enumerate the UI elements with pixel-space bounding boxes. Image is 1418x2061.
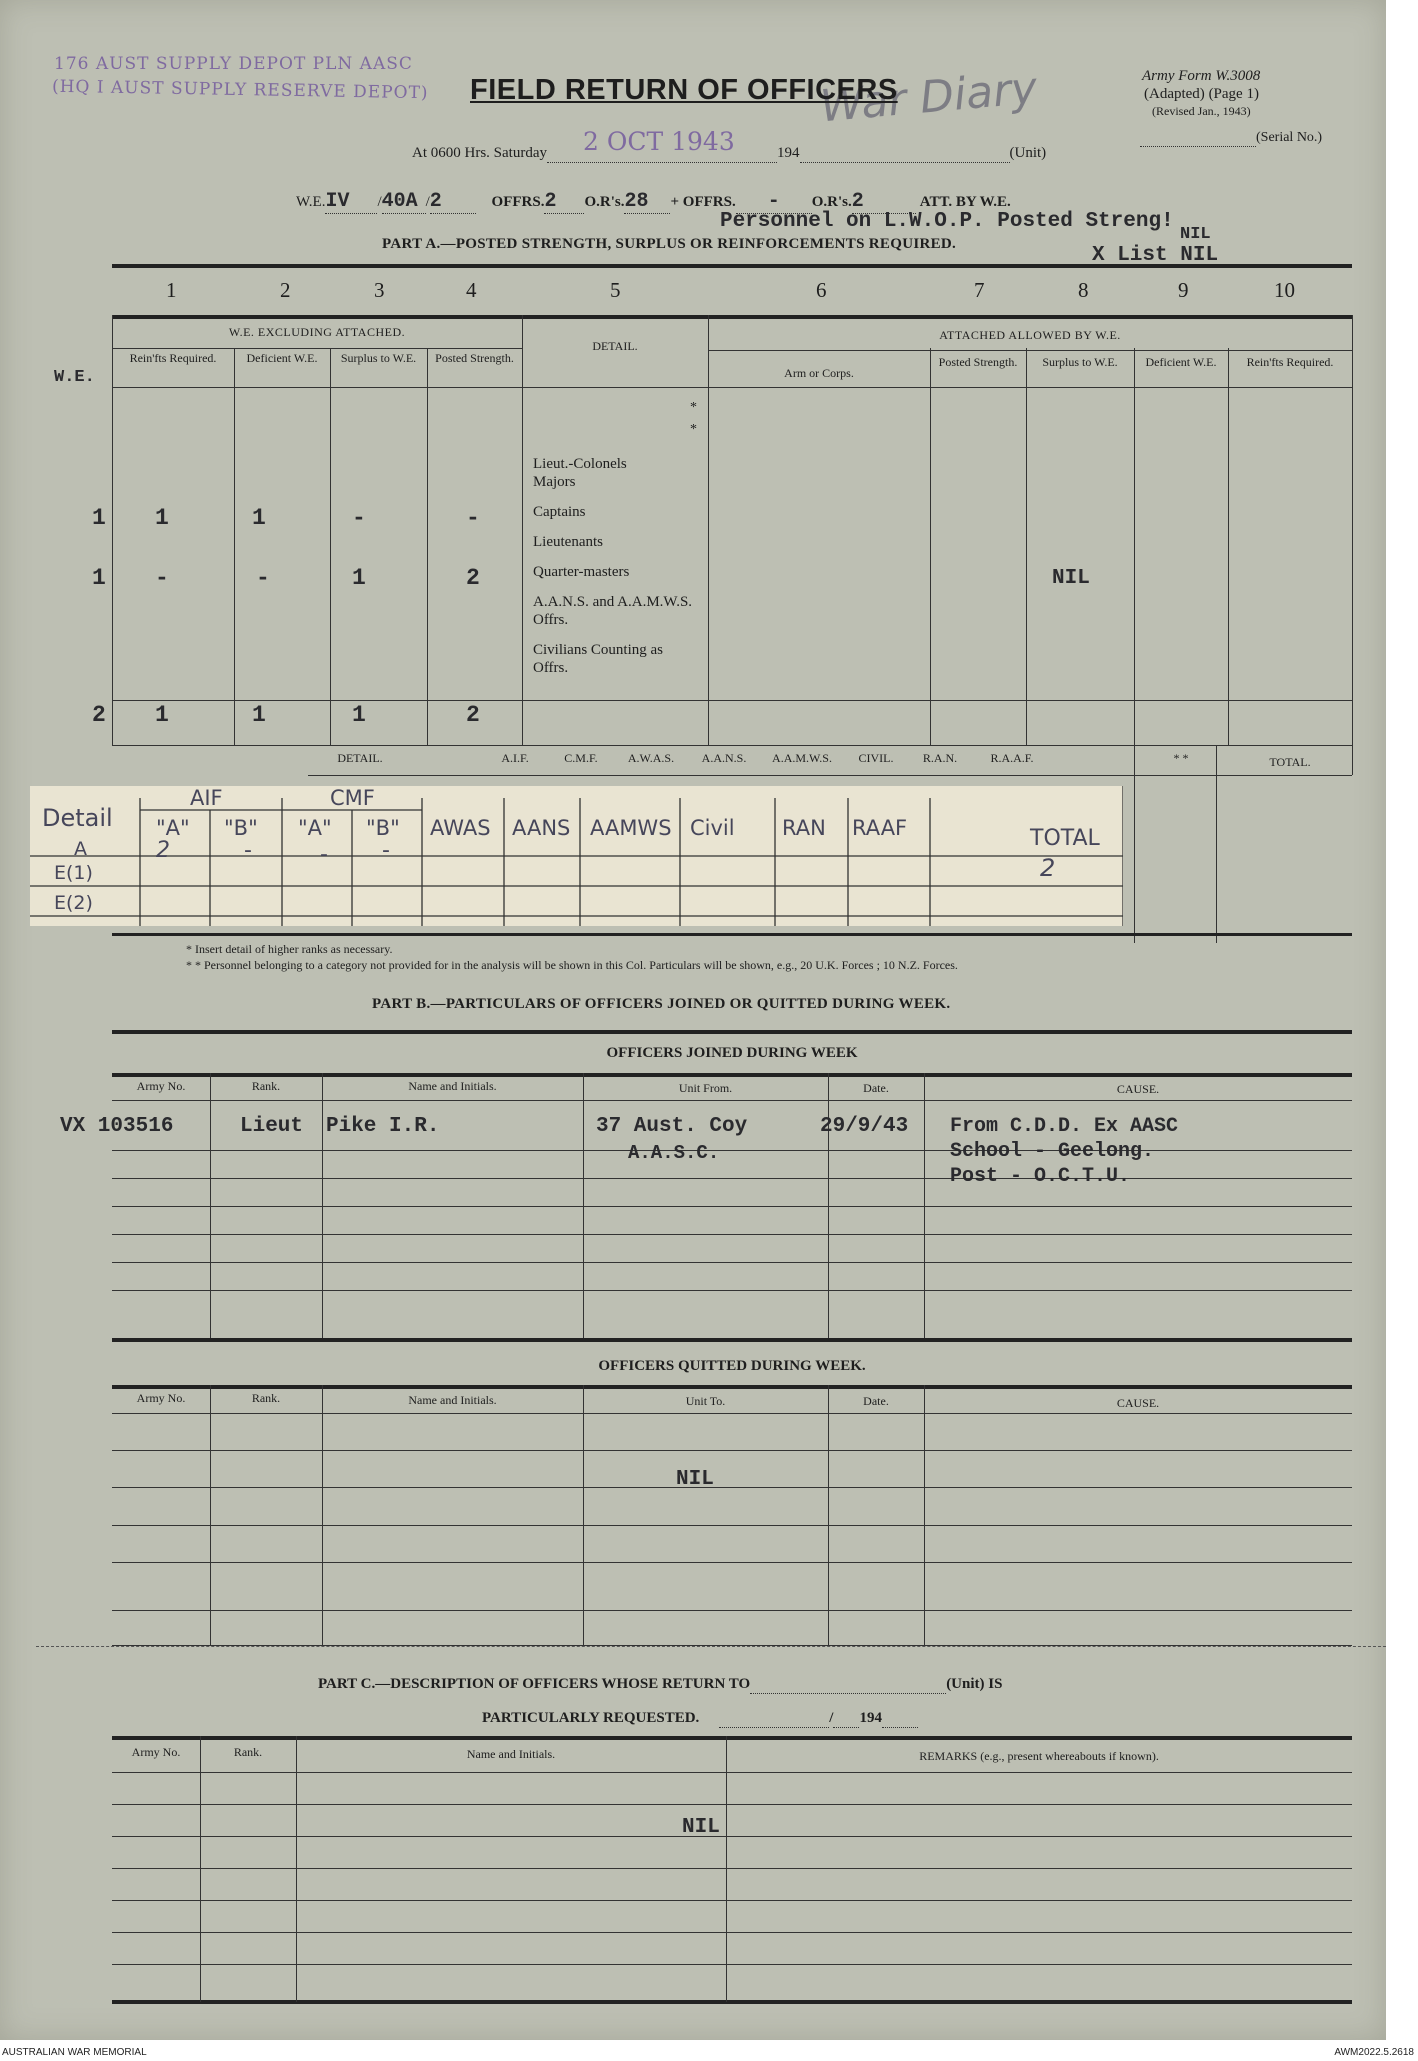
total-surplus: 1	[352, 702, 366, 728]
slip-cmf-label: CMF	[330, 786, 375, 810]
quitted-title: OFFICERS QUITTED DURING WEEK.	[598, 1358, 866, 1374]
part-c-nil: NIL	[682, 1816, 720, 1839]
total-deficient: 1	[252, 702, 266, 728]
attached-nil: NIL	[1052, 567, 1090, 590]
joined-cause-line1: From C.D.D. Ex AASC	[950, 1115, 1179, 1138]
revised-label: (Revised Jan., 1943)	[1152, 104, 1251, 118]
joined-rank: Lieut	[240, 1115, 304, 1138]
attached-header: ATTACHED ALLOWED BY W.E.	[939, 328, 1121, 342]
joined-unit-line2: A.A.S.C.	[628, 1142, 720, 1164]
part-c-year-prefix: 194	[859, 1710, 882, 1726]
slip-row-e1: E(1)	[54, 862, 93, 884]
ors2-value: 2	[852, 190, 916, 214]
form-sheet: 176 AUST SUPPLY DEPOT PLN AASC (HQ I AUST SUPPLY RESERVE DEPOT) War Diary FIELD RETURN OF OFFICERS Army Form W.3008 (Adapted) (Page 1) (Revised Jan., 1943) (Serial No.) At 0600 Hrs. Saturday 2 OCT 1943 194 (Unit) W.E.IV /40A /2 OFFRS.2 O.R's.28 + OFFRS. - O.R's.2 ATT. BY W.E. Personnel on L.W.O.P. Posted Streng! NIL X List NIL PART A.—POSTED STRENGTH, SURPLUS OR REINFORCEMENTS REQUIRED. 1 2 3 4 5 6 7 8 9 10 W.E. EXCLUDING ATTACHED. ATTACHED ALLOWED BY W.E. DETAIL. W.E. Rein'fts Required. Deficient W.E. Surplus to W.E. Posted Strength. Arm or Corps. Posted Strength. Surplus to W.E. Deficient W.E. Rein'fts Required. * * Lieut.-Colonels Majors Captains Lieutenants Quarter-masters A.A.N.S. and A.A.M.W.S. Offrs. Civilians Counting as Offrs. 1 1 1 - - 1 - - 1 2 NIL 2 1 1 1 2 DETAIL. A.I.F. C.M.F. A.W.A.S. A.A.N.S. A.A.M.W.S. CIVIL. R.A.N. R.A.A.F. * * TOTAL. Detail AIF CMF "A" "B" "A" "B" AWAS AANS AAMWS Civil RAN RAAF TOTAL A E(1) E(2) 2 - - - 2 * Insert detail of higher ranks as necessary. * * Personnel belonging to a category not provided for in the analysis will be shown in this Col. Particulars will be shown, e.g., 20 U.K. Forces ; 10 N.Z. Forces. PART B.—PARTICULARS OF OFFICERS JOINED OR QUITTED DURING WEEK. OFFICERS JOINED DURING WEEK Army No. Rank. Name and Initials. Unit From. Date. CAUSE. VX 103516 Lieut Pike I.R. 37 Aust. Coy A.A.S.C. 29/9/43 From C.D.D. Ex AASC School - Geelong. Post - O.C.T.U. OFFICERS QUITTED DURING WEEK. Army No. Rank. Name and Initials. Unit To. Date. CAUSE. NIL PART C.—DESCRIPTION OF OFFICERS WHOSE RETURN TO (Unit) IS PARTICULARLY REQUESTED. / 194 Army No. Rank. Name and Initials. REMARKS (e.g., present whereabouts if known). NIL	[0, 0, 1386, 2040]
part-c-name-header: Name and Initials.	[466, 1747, 556, 1761]
unit-stamp-line2: (HQ I AUST SUPPLY RESERVE DEPOT)	[51, 76, 429, 104]
offrs-value: 2	[544, 190, 584, 214]
captains-reinforcements: 1	[155, 505, 169, 531]
slip-a-aif-b: -	[244, 838, 252, 863]
slip-raaf: RAAF	[852, 816, 908, 840]
part-c-remarks-header: REMARKS (e.g., present whereabouts if known).	[919, 1749, 1159, 1763]
joined-name: Pike I.R.	[326, 1115, 440, 1138]
pencil-war-diary: War Diary	[818, 62, 1040, 133]
att-deficient-header: Deficient W.E.	[1145, 355, 1217, 369]
rank-list: Lieut.-Colonels Majors Captains Lieutenants Quarter-masters A.A.N.S. and A.A.M.W.S. Offrs. Civilians Counting as Offrs.	[533, 456, 693, 676]
part-c-requested: PARTICULARLY REQUESTED.	[482, 1710, 700, 1726]
form-title: FIELD RETURN OF OFFICERS	[470, 74, 898, 106]
slip-civil: Civil	[690, 816, 735, 840]
att-surplus-header: Surplus to W.E.	[1042, 355, 1118, 369]
quitted-nil: NIL	[676, 1468, 714, 1491]
serial-label: (Serial No.)	[1256, 130, 1323, 145]
adapted-label: (Adapted)	[1144, 86, 1205, 102]
slip-a-aif-a: 2	[156, 838, 170, 863]
slip-ran: RAN	[782, 816, 826, 840]
we-label: W.E.	[296, 194, 326, 210]
att-by-we-label: ATT. BY W.E.	[919, 194, 1011, 210]
part-c-title: PART C.—DESCRIPTION OF OFFICERS WHOSE RETURN TO	[318, 1676, 751, 1692]
plus-offrs-value: -	[736, 190, 812, 214]
part-c-army-no-header: Army No.	[131, 1745, 181, 1759]
slip-total-label: TOTAL	[1030, 826, 1100, 851]
slip-aif-label: AIF	[190, 786, 223, 810]
analysis-cmf-header: C.M.F.	[564, 751, 598, 765]
we-value2: 40A	[382, 190, 426, 214]
joined-unit-from-header: Unit From.	[678, 1081, 733, 1095]
we-side-label: W.E.	[54, 368, 95, 387]
nil-xlist: NIL	[1180, 244, 1219, 267]
quitted-army-no-header: Army No.	[136, 1391, 186, 1405]
total-we: 2	[92, 702, 106, 728]
lwop-note: Personnel on L.W.O.P. Posted Streng!	[720, 210, 1174, 233]
joined-cause-line3: Post - O.C.T.U.	[950, 1165, 1131, 1188]
arm-corps-header: Arm or Corps.	[784, 366, 854, 380]
analysis-aamws-header: A.A.M.W.S.	[772, 751, 832, 765]
joined-cause-line2: School - Geelong.	[950, 1140, 1155, 1163]
captains-we: 1	[92, 505, 106, 531]
plus-offrs-label: + OFFRS.	[670, 194, 736, 210]
slip-row-a: A	[74, 838, 87, 860]
ors-value: 28	[624, 190, 670, 214]
date-stamp: 2 OCT 1943	[583, 127, 735, 156]
surplus-we-header: Surplus to W.E.	[340, 351, 417, 365]
joined-army-no: VX 103516	[60, 1115, 174, 1138]
asterisk-1: *	[690, 400, 697, 415]
quartermasters-deficient: -	[256, 565, 270, 591]
quartermasters-we: 1	[92, 565, 106, 591]
quartermasters-posted: 2	[466, 565, 480, 591]
captains-surplus: -	[352, 505, 366, 531]
slip-aamws: AAMWS	[590, 816, 672, 840]
quitted-cause-header: CAUSE.	[1116, 1396, 1160, 1410]
joined-title: OFFICERS JOINED DURING WEEK	[606, 1045, 858, 1061]
slip-awas: AWAS	[430, 816, 491, 840]
joined-cause-header: CAUSE.	[1116, 1082, 1160, 1096]
slip-detail-label: Detail	[42, 804, 113, 832]
note-other-personnel: * * Personnel belonging to a category not provided for in the analysis will be shown in this Col. Particulars will be shown, e.g., 20 U.K. Forces ; 10 N.Z. Forces.	[186, 958, 958, 972]
part-b-title: PART B.—PARTICULARS OF OFFICERS JOINED OR QUITTED DURING WEEK.	[372, 996, 951, 1012]
total-posted: 2	[466, 702, 480, 728]
note-insert-ranks: * Insert detail of higher ranks as necessary.	[186, 942, 393, 956]
we-value3: 2	[430, 190, 476, 214]
quitted-unit-to-header: Unit To.	[685, 1394, 726, 1408]
analysis-civil-header: CIVIL.	[858, 751, 894, 765]
analysis-detail-header: DETAIL.	[337, 751, 383, 765]
nil-posted: NIL	[1180, 225, 1211, 244]
slip-aif-b: "B"	[224, 816, 258, 840]
detail-header: DETAIL.	[592, 339, 638, 353]
time-label: At 0600 Hrs. Saturday	[412, 145, 547, 161]
pasted-analysis-slip	[30, 786, 1123, 926]
att-reinforcements-header: Rein'fts Required.	[1246, 355, 1334, 369]
analysis-other-header: * *	[1173, 751, 1189, 765]
att-posted-strength-header: Posted Strength.	[938, 355, 1018, 369]
ors2-label: O.R's.	[811, 194, 852, 210]
part-c-rank-header: Rank.	[233, 1745, 263, 1759]
part-c-unit-is: (Unit) IS	[946, 1676, 1003, 1692]
slip-cmf-b: "B"	[366, 816, 400, 840]
quartermasters-surplus: 1	[352, 565, 366, 591]
we-excluding-header: W.E. EXCLUDING ATTACHED.	[228, 325, 406, 339]
deficient-we-header: Deficient W.E.	[246, 351, 318, 365]
quartermasters-reinforcements: -	[155, 565, 169, 591]
quitted-rank-header: Rank.	[251, 1391, 281, 1405]
slip-aif-a: "A"	[156, 816, 190, 840]
tear-line	[36, 1646, 1386, 1647]
footer-accession-number: AWM2022.5.2618	[1334, 2047, 1414, 2058]
analysis-awas-header: A.W.A.S.	[627, 751, 675, 765]
joined-army-no-header: Army No.	[136, 1079, 186, 1093]
slip-aans: AANS	[512, 816, 571, 840]
analysis-ran-header: R.A.N.	[922, 751, 958, 765]
analysis-aif-header: A.I.F.	[501, 751, 529, 765]
asterisk-2: *	[690, 422, 697, 437]
quitted-date-header: Date.	[863, 1394, 889, 1408]
slip-a-cmf-b: -	[382, 838, 390, 863]
analysis-total-header: TOTAL.	[1269, 755, 1311, 769]
part-a-title: PART A.—POSTED STRENGTH, SURPLUS OR REINFORCEMENTS REQUIRED.	[382, 236, 957, 252]
slip-a-cmf-a: -	[320, 842, 328, 867]
joined-date: 29/9/43	[820, 1115, 909, 1138]
analysis-aans-header: A.A.N.S.	[701, 751, 747, 765]
xlist-note: X List	[1092, 244, 1168, 267]
total-reinforcements: 1	[155, 702, 169, 728]
unit-label: (Unit)	[1009, 145, 1047, 161]
reinforcements-required-header: Rein'fts Required.	[129, 351, 217, 365]
army-form-number: Army Form W.3008	[1142, 68, 1261, 84]
quitted-name-header: Name and Initials.	[408, 1393, 497, 1407]
slip-row-e2: E(2)	[54, 892, 93, 914]
joined-date-header: Date.	[863, 1081, 889, 1095]
captains-posted: -	[466, 505, 480, 531]
analysis-raaf-header: R.A.A.F.	[990, 751, 1034, 765]
we-value: IV	[325, 190, 377, 214]
posted-strength-header: Posted Strength.	[435, 351, 514, 365]
slip-a-total: 2	[1040, 854, 1056, 882]
joined-unit-line1: 37 Aust. Coy	[596, 1115, 748, 1138]
unit-stamp-line1: 176 AUST SUPPLY DEPOT PLN AASC	[54, 54, 413, 74]
footer-institution: AUSTRALIAN WAR MEMORIAL	[2, 2047, 147, 2058]
joined-name-header: Name and Initials.	[408, 1079, 497, 1093]
captains-deficient: 1	[252, 505, 266, 531]
page-label: (Page 1)	[1208, 86, 1259, 102]
offrs-label: OFFRS.	[491, 194, 545, 210]
year-prefix: 194	[777, 145, 800, 161]
joined-rank-header: Rank.	[251, 1079, 281, 1093]
ors-label: O.R's.	[584, 194, 625, 210]
slip-cmf-a: "A"	[298, 816, 332, 840]
